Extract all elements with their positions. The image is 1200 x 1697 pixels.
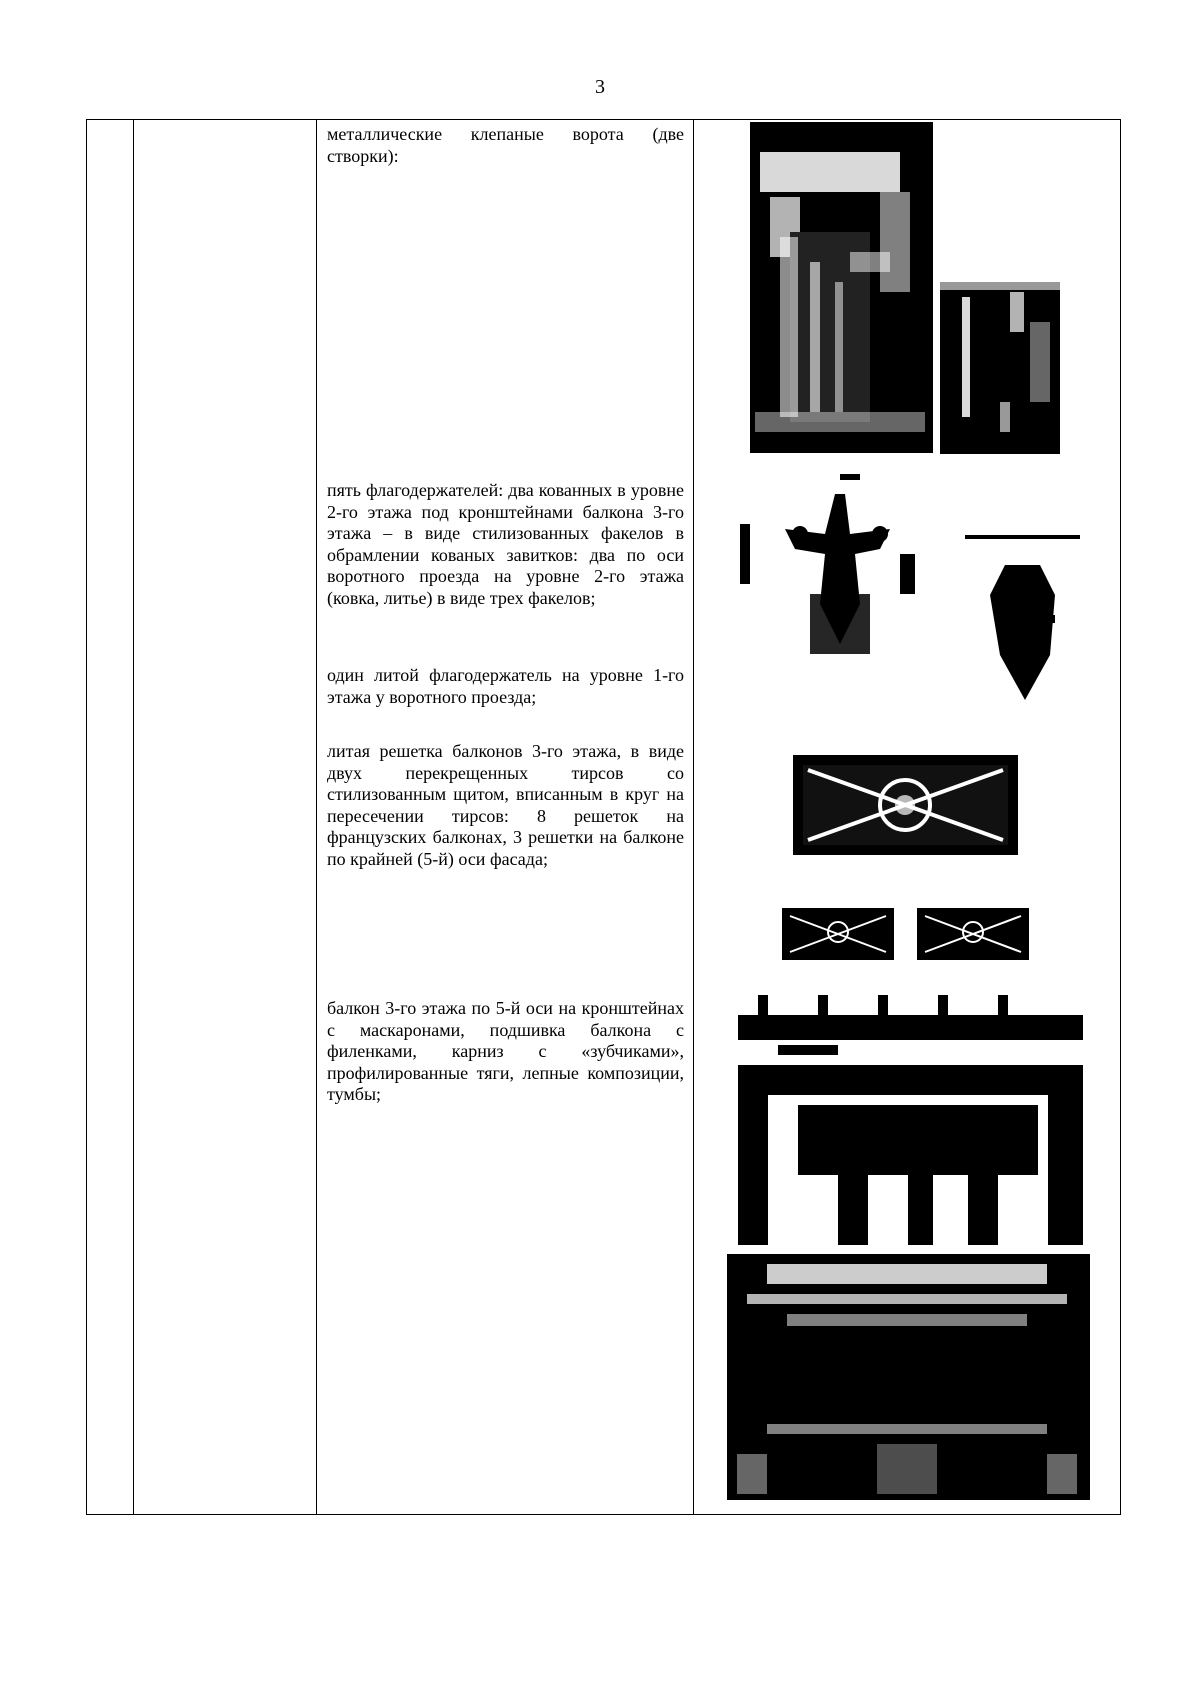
item-text-railing: литая решетка балконов 3-го этажа, в виде двух перекрещенных тирсов со стилизованным щитом, вписанным в круг на пересечении тирсов: 8 решеток на французских балконах, 3 решетки на балконе по крайней (5-й) оси фасада; xyxy=(327,741,684,869)
balcony-photo xyxy=(738,995,1083,1245)
railing-small-right-photo xyxy=(917,908,1029,960)
gate-detail-photo xyxy=(940,282,1060,454)
page-number: 3 xyxy=(595,76,605,98)
column-divider-3 xyxy=(693,120,694,1514)
gate-photo xyxy=(750,122,933,453)
flagholder-photo xyxy=(740,474,935,699)
flagholder-detail-photo xyxy=(965,535,1080,710)
item-text-gate: металлические клепаные ворота (две створки): xyxy=(327,124,684,166)
column-divider-1 xyxy=(133,120,134,1514)
item-text-balcony: балкон 3-го этажа по 5-й оси на кронштейнах с маскаронами, подшивка балкона с филенками, карниз с «зубчиками», профилированные тяги, лепные композиции, тумбы; xyxy=(327,998,684,1104)
railing-small-left-photo xyxy=(782,908,894,960)
balcony-underside-photo xyxy=(727,1254,1090,1500)
item-text-flagholders: пять флагодержателей: два кованных в уровне 2-го этажа под кронштейнами балкона 3-го этажа – в виде стилизованных факелов в обрамлении кованых завитков: два по оси воротного проезда на уровне 2-го этажа (ковка, литье) в виде трех факелов; xyxy=(327,480,684,608)
railing-photo xyxy=(788,740,1023,860)
item-text-cast-flagholder: один литой флагодержатель на уровне 1-го этажа у воротного проезда; xyxy=(327,665,684,707)
column-divider-2 xyxy=(316,120,317,1514)
